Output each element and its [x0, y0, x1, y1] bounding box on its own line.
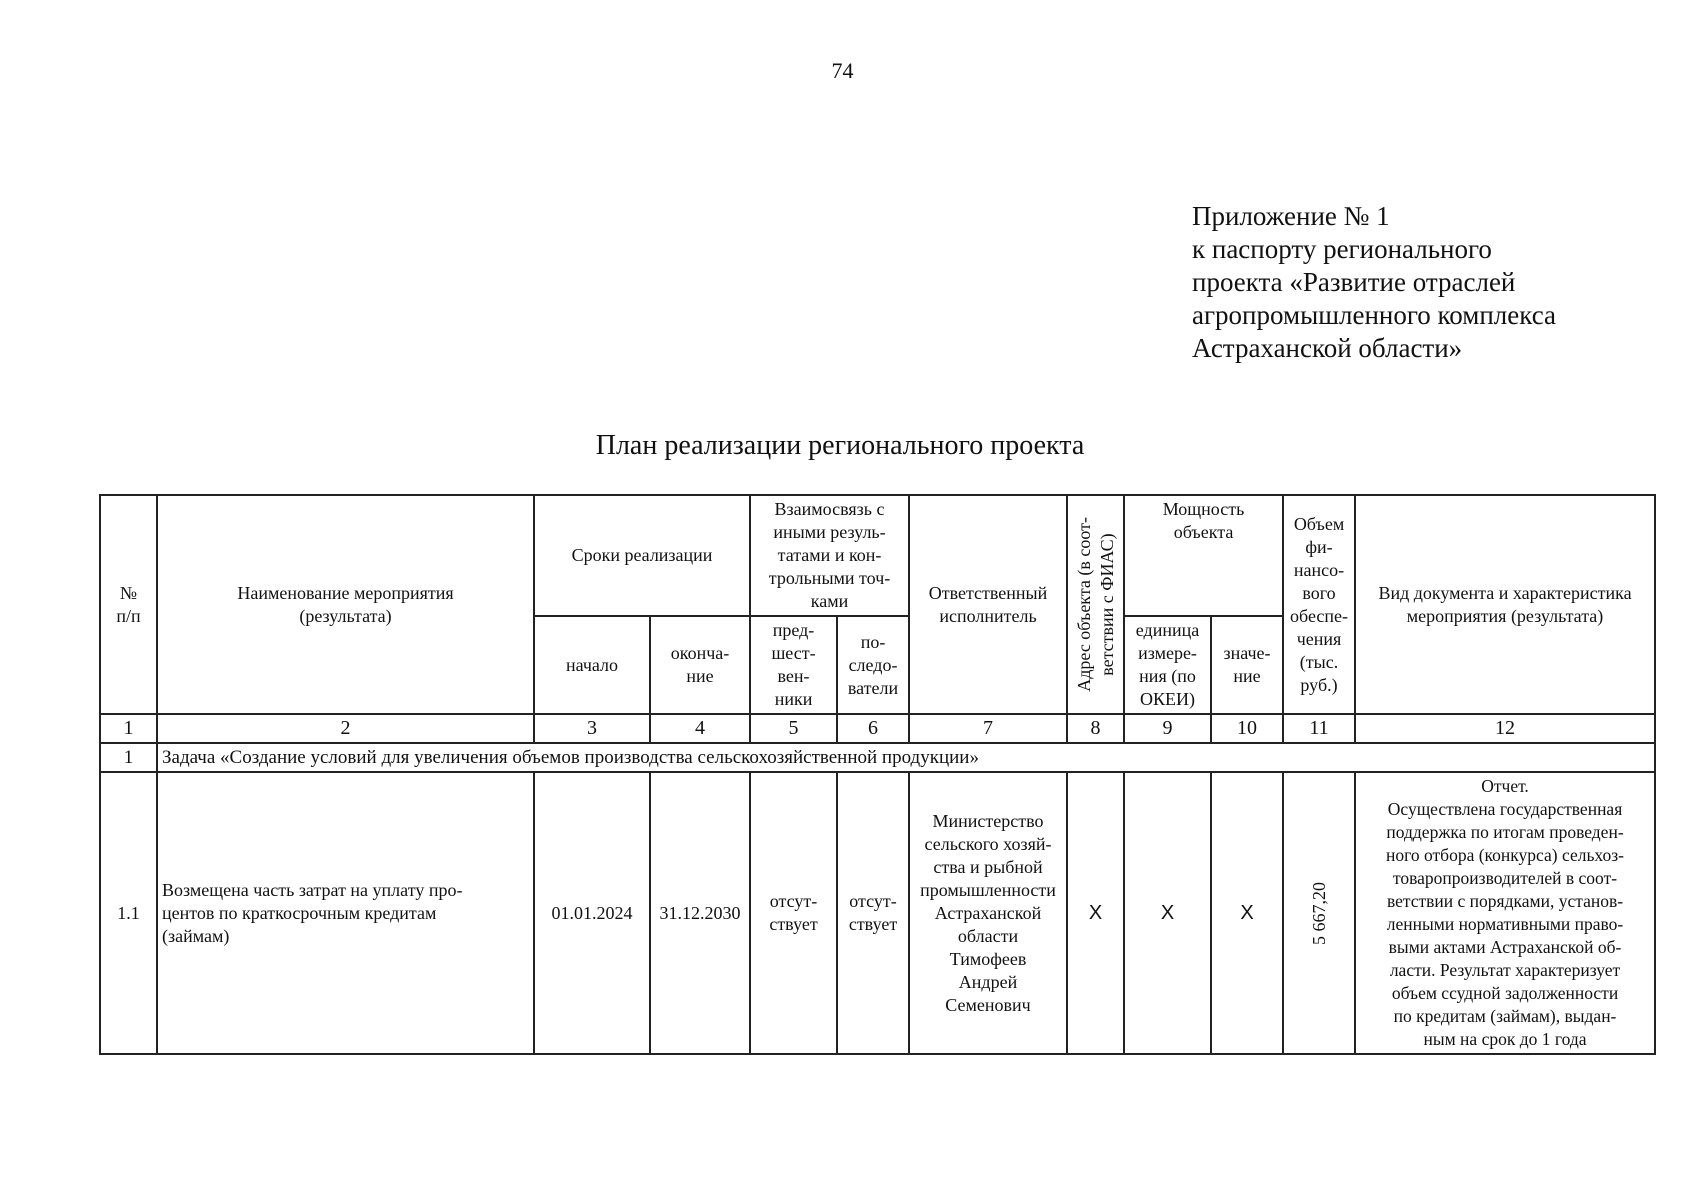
column-number: 8: [1067, 714, 1124, 743]
header-num: № п/п: [100, 495, 157, 714]
row-predecessors: отсут- ствует: [750, 772, 837, 1054]
column-number: 3: [534, 714, 650, 743]
column-number: 7: [909, 714, 1067, 743]
appendix-line: Астраханской области»: [1192, 333, 1463, 363]
header-predecessors: пред- шест- вен- ники: [750, 616, 837, 714]
appendix-line: Приложение № 1: [1192, 201, 1390, 231]
row-unit: X: [1124, 772, 1211, 1054]
row-number: 1.1: [100, 772, 157, 1054]
column-number: 12: [1355, 714, 1655, 743]
header-name: Наименование мероприятия (результата): [157, 495, 534, 714]
header-address: Адрес объекта (в соот- ветствии с ФИАС): [1067, 495, 1124, 714]
header-end: оконча- ние: [650, 616, 750, 714]
header-responsible: Ответственный исполнитель: [909, 495, 1067, 714]
row-address: X: [1067, 772, 1124, 1054]
header-funding: Объем фи- нансо- вого обеспе- чения (тыс. руб.): [1283, 495, 1355, 714]
row-responsible: Министерство сельского хозяй- ства и рыбной промышленности Астраханской области Тимофеев Андрей Семенович: [909, 772, 1067, 1054]
column-number: 2: [157, 714, 534, 743]
header-terms: Сроки реализации: [534, 495, 750, 616]
appendix-line: агропромышленного комплекса: [1192, 300, 1556, 330]
header-doc: Вид документа и характеристика мероприятия (результата): [1355, 495, 1655, 714]
column-number: 1: [100, 714, 157, 743]
header-unit: единица измере- ния (по ОКЕИ): [1124, 616, 1211, 714]
document-title: План реализации регионального проекта: [595, 430, 1085, 461]
task-number: 1: [100, 743, 157, 772]
column-number: 4: [650, 714, 750, 743]
column-numbers-row: [100, 714, 1655, 743]
row-end-date: 31.12.2030: [650, 772, 750, 1054]
appendix-note: [1192, 200, 1556, 365]
page-number: 74: [831, 58, 854, 83]
appendix-line: к паспорту регионального: [1192, 234, 1492, 264]
header-value: значе- ние: [1211, 616, 1283, 714]
header-links: Взаимосвязь с иными резуль- татами и кон- трольными точ- ками: [750, 495, 909, 616]
column-number: 11: [1283, 714, 1355, 743]
column-number: 5: [750, 714, 837, 743]
task-text: Задача «Создание условий для увеличения объемов производства сельскохозяйственной продукции»: [157, 743, 1655, 772]
header-capacity: Мощность объекта: [1124, 495, 1283, 616]
header-successors: по- следо- ватели: [837, 616, 909, 714]
table-row: [100, 772, 1655, 1054]
row-funding: 5 667,20: [1283, 772, 1355, 1054]
task-row: [100, 743, 1655, 772]
appendix-line: проекта «Развитие отраслей: [1192, 267, 1516, 297]
row-document: Отчет. Осуществлена государственная поддержка по итогам проведен- ного отбора (конкурса) сельхоз- товаропроизводителей в соот- ветствии с порядками, установ- ленными нормативными право- выми актами Астраханской об- ласти. Результат характеризует объем ссудной задолженности по кредитам (займам), выдан- ным на срок до 1 года: [1355, 772, 1655, 1054]
row-name: Возмещена часть затрат на уплату про- центов по краткосрочным кредитам (займам): [157, 772, 534, 1054]
row-successors: отсут- ствует: [837, 772, 909, 1054]
column-number: 9: [1124, 714, 1211, 743]
row-start-date: 01.01.2024: [534, 772, 650, 1054]
header-start: начало: [534, 616, 650, 714]
column-number: 10: [1211, 714, 1283, 743]
implementation-plan-table: [99, 494, 1656, 1055]
row-value: X: [1211, 772, 1283, 1054]
column-number: 6: [837, 714, 909, 743]
